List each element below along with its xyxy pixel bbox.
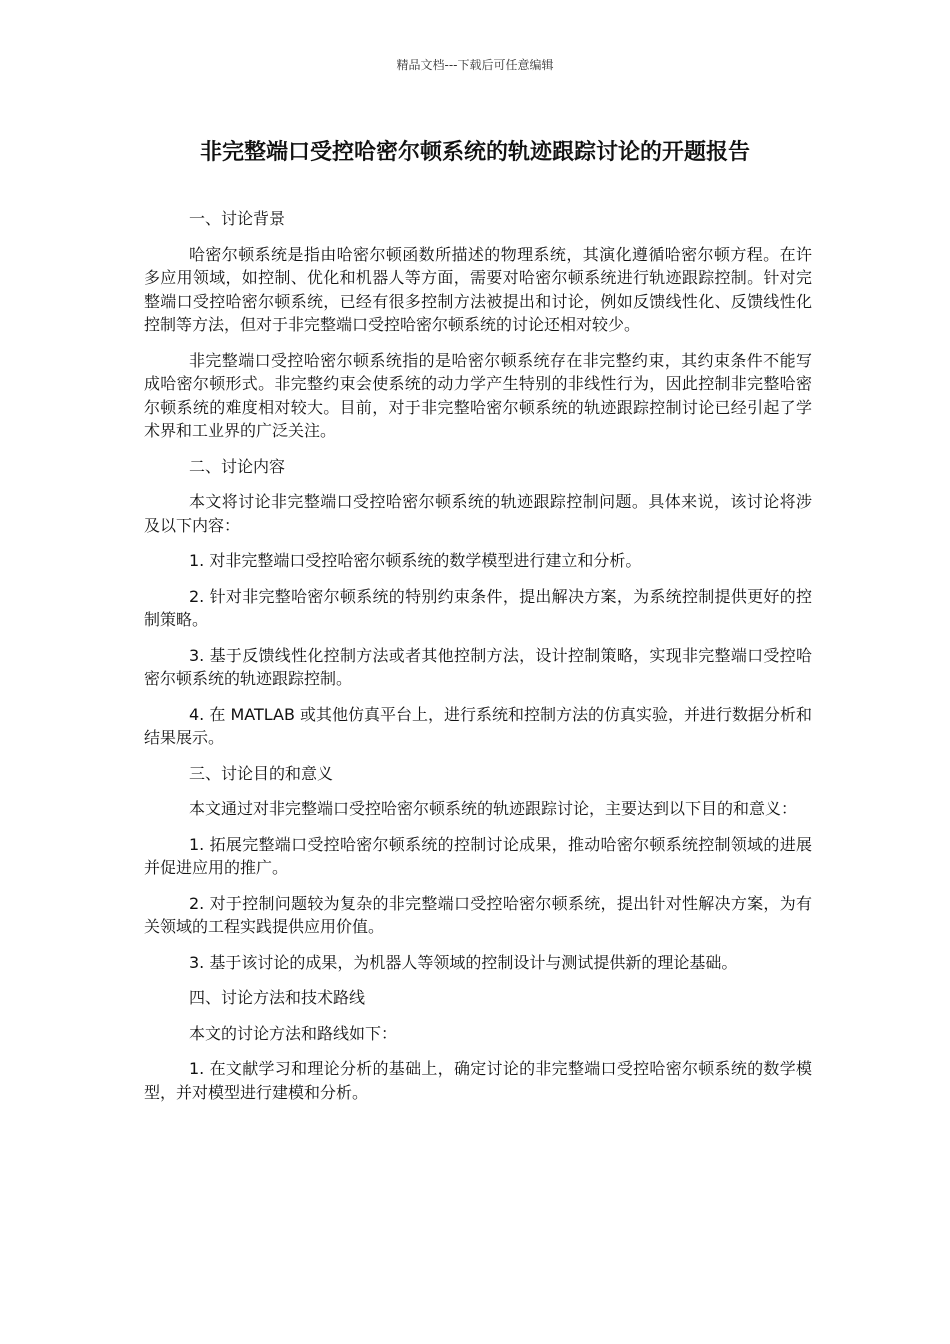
list-item-content-3: 3. 基于反馈线性化控制方法或者其他控制方法，设计控制策略，实现非完整端口受控哈密尔顿系统的轨迹跟踪控制。 <box>144 645 812 688</box>
section-heading-method: 四、讨论方法和技术路线 <box>189 988 366 1007</box>
paragraph-background-1: 哈密尔顿系统是指由哈密尔顿函数所描述的物理系统，其演化遵循哈密尔顿方程。在许多应用领域，如控制、优化和机器人等方面，需要对哈密尔顿系统进行轨迹跟踪控制。针对完整端口受控哈密尔顿系统，已经有很多控制方法被提出和讨论，例如反馈线性化、反馈线性化控制等方法，但对于非完整端口受控哈密尔顿系统的讨论还相对较少。 <box>144 244 812 334</box>
document-body <box>144 207 812 1116</box>
list-item-content-1: 1. 对非完整端口受控哈密尔顿系统的数学模型进行建立和分析。 <box>189 551 642 570</box>
list-item-purpose-2: 2. 对于控制问题较为复杂的非完整端口受控哈密尔顿系统，提出针对性解决方案，为有关领域的工程实践提供应用价值。 <box>144 893 812 936</box>
paragraph-method-intro: 本文的讨论方法和路线如下： <box>189 1023 398 1043</box>
paragraph-purpose-intro: 本文通过对非完整端口受控哈密尔顿系统的轨迹跟踪讨论，主要达到以下目的和意义： <box>189 799 798 818</box>
paragraph-background-2: 非完整端口受控哈密尔顿系统指的是哈密尔顿系统存在非完整约束，其约束条件不能写成哈密尔顿形式。非完整约束会使系统的动力学产生特别的非线性行为，因此控制非完整哈密尔顿系统的难度相对较大。目前，对于非完整哈密尔顿系统的轨迹跟踪控制讨论已经引起了学术界和工业界的广泛关注。 <box>144 350 812 440</box>
list-item-method-1: 1. 在文献学习和理论分析的基础上，确定讨论的非完整端口受控哈密尔顿系统的数学模型，并对模型进行建模和分析。 <box>144 1059 812 1102</box>
page-header-note: 精品文档---下载后可任意编辑 <box>396 58 554 72</box>
section-heading-content: 二、讨论内容 <box>189 456 286 476</box>
section-heading-purpose: 三、讨论目的和意义 <box>189 763 334 783</box>
list-item-content-4: 4. 在 MATLAB 或其他仿真平台上，进行系统和控制方法的仿真实验，并进行数据分析和结果展示。 <box>144 704 813 747</box>
section-heading-background: 一、讨论背景 <box>189 209 286 228</box>
document-title: 非完整端口受控哈密尔顿系统的轨迹跟踪讨论的开题报告 <box>199 140 750 165</box>
list-item-purpose-1: 1. 拓展完整端口受控哈密尔顿系统的控制讨论成果，推动哈密尔顿系统控制领域的进展并促进应用的推广。 <box>144 834 812 877</box>
paragraph-content-intro: 本文将讨论非完整端口受控哈密尔顿系统的轨迹跟踪控制问题。具体来说，该讨论将涉及以下内容： <box>144 492 812 535</box>
list-item-content-2: 2. 针对非完整哈密尔顿系统的特别约束条件，提出解决方案，为系统控制提供更好的控制策略。 <box>144 586 812 629</box>
list-item-purpose-3: 3. 基于该讨论的成果，为机器人等领域的控制设计与测试提供新的理论基础。 <box>189 952 738 972</box>
